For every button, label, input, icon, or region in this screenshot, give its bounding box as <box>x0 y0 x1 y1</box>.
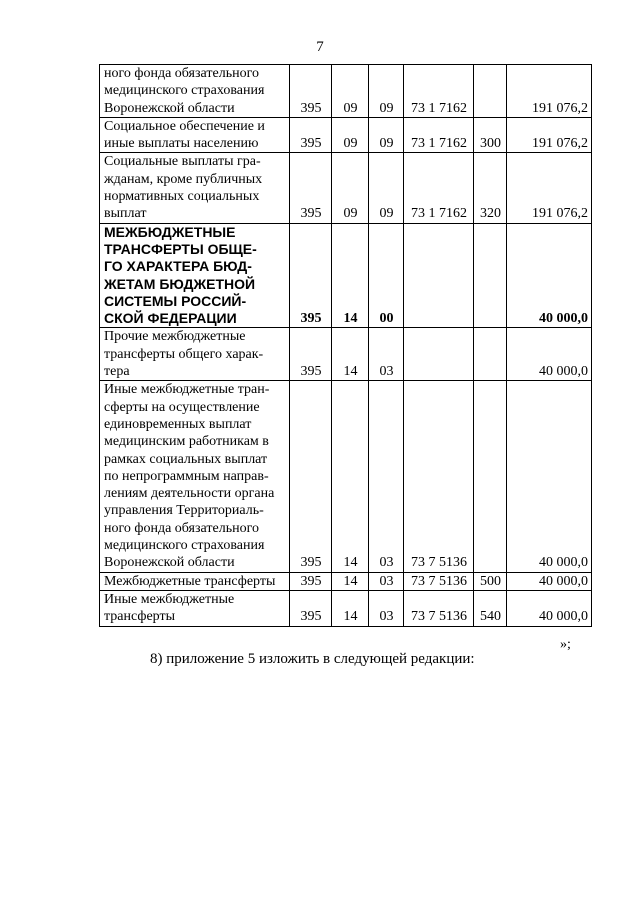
admin-code-cell: 395 <box>290 572 332 590</box>
table-row <box>100 590 592 626</box>
target-code-cell <box>404 328 474 381</box>
admin-code-cell: 395 <box>290 381 332 572</box>
table-row <box>100 153 592 223</box>
admin-code-cell: 395 <box>290 65 332 118</box>
table-row <box>100 572 592 590</box>
row-name-cell: Социальные выплаты гра- жданам, кроме публичных нормативных социальных выплат <box>100 153 290 223</box>
instruction-paragraph: 8) приложение 5 изложить в следующей редакции: <box>150 651 475 667</box>
section-code-cell: 09 <box>332 153 369 223</box>
section-code-cell: 14 <box>332 590 369 626</box>
page-number: 7 <box>316 39 324 55</box>
target-code-cell: 73 7 5136 <box>404 381 474 572</box>
section-code-cell: 14 <box>332 328 369 381</box>
subsection-code-cell: 09 <box>369 65 404 118</box>
section-code-cell: 14 <box>332 572 369 590</box>
section-code-cell: 14 <box>332 381 369 572</box>
subsection-code-cell: 03 <box>369 590 404 626</box>
amount-cell: 40 000,0 <box>507 223 592 328</box>
section-code-cell: 14 <box>332 223 369 328</box>
admin-code-cell: 395 <box>290 328 332 381</box>
closing-quote: »; <box>560 637 571 652</box>
amount-cell: 40 000,0 <box>507 328 592 381</box>
table-row <box>100 117 592 153</box>
target-code-cell <box>404 223 474 328</box>
subsection-code-cell: 09 <box>369 117 404 153</box>
budget-table <box>99 64 592 627</box>
subsection-code-cell: 03 <box>369 572 404 590</box>
amount-cell: 40 000,0 <box>507 381 592 572</box>
row-name-cell: ного фонда обязательного медицинского страхования Воронежской области <box>100 65 290 118</box>
table-row <box>100 328 592 381</box>
section-code-cell: 09 <box>332 117 369 153</box>
target-code-cell: 73 1 7162 <box>404 153 474 223</box>
table-row <box>100 223 592 328</box>
row-name-cell: Социальное обеспечение и иные выплаты населению <box>100 117 290 153</box>
expense-type-cell <box>474 65 507 118</box>
row-name-cell: Прочие межбюджетные трансферты общего харак- тера <box>100 328 290 381</box>
expense-type-cell <box>474 381 507 572</box>
admin-code-cell: 395 <box>290 153 332 223</box>
target-code-cell: 73 7 5136 <box>404 572 474 590</box>
row-name-cell: Иные межбюджетные трансферты <box>100 590 290 626</box>
expense-type-cell: 500 <box>474 572 507 590</box>
subsection-code-cell: 03 <box>369 381 404 572</box>
expense-type-cell: 300 <box>474 117 507 153</box>
expense-type-cell <box>474 328 507 381</box>
subsection-code-cell: 09 <box>369 153 404 223</box>
amount-cell: 191 076,2 <box>507 117 592 153</box>
amount-cell: 40 000,0 <box>507 590 592 626</box>
expense-type-cell: 540 <box>474 590 507 626</box>
amount-cell: 40 000,0 <box>507 572 592 590</box>
target-code-cell: 73 7 5136 <box>404 590 474 626</box>
amount-cell: 191 076,2 <box>507 65 592 118</box>
admin-code-cell: 395 <box>290 223 332 328</box>
admin-code-cell: 395 <box>290 590 332 626</box>
table-row <box>100 65 592 118</box>
admin-code-cell: 395 <box>290 117 332 153</box>
expense-type-cell <box>474 223 507 328</box>
expense-type-cell: 320 <box>474 153 507 223</box>
amount-cell: 191 076,2 <box>507 153 592 223</box>
budget-table-body <box>100 65 592 627</box>
subsection-code-cell: 03 <box>369 328 404 381</box>
target-code-cell: 73 1 7162 <box>404 117 474 153</box>
section-code-cell: 09 <box>332 65 369 118</box>
row-name-cell: Иные межбюджетные тран- сферты на осуществление единовременных выплат медицинским работникам в рамках социальных выплат по непрограммным направ- лениям деятельности органа управления Территориаль- ного фонда обязательного медицинского страхования Воронежской области <box>100 381 290 572</box>
table-row <box>100 381 592 572</box>
row-name-cell: Межбюджетные трансферты <box>100 572 290 590</box>
row-name-cell: МЕЖБЮДЖЕТНЫЕ ТРАНСФЕРТЫ ОБЩЕ- ГО ХАРАКТЕРА БЮД- ЖЕТАМ БЮДЖЕТНОЙ СИСТЕМЫ РОССИЙ- СКОЙ ФЕДЕРАЦИИ <box>100 223 290 328</box>
target-code-cell: 73 1 7162 <box>404 65 474 118</box>
subsection-code-cell: 00 <box>369 223 404 328</box>
